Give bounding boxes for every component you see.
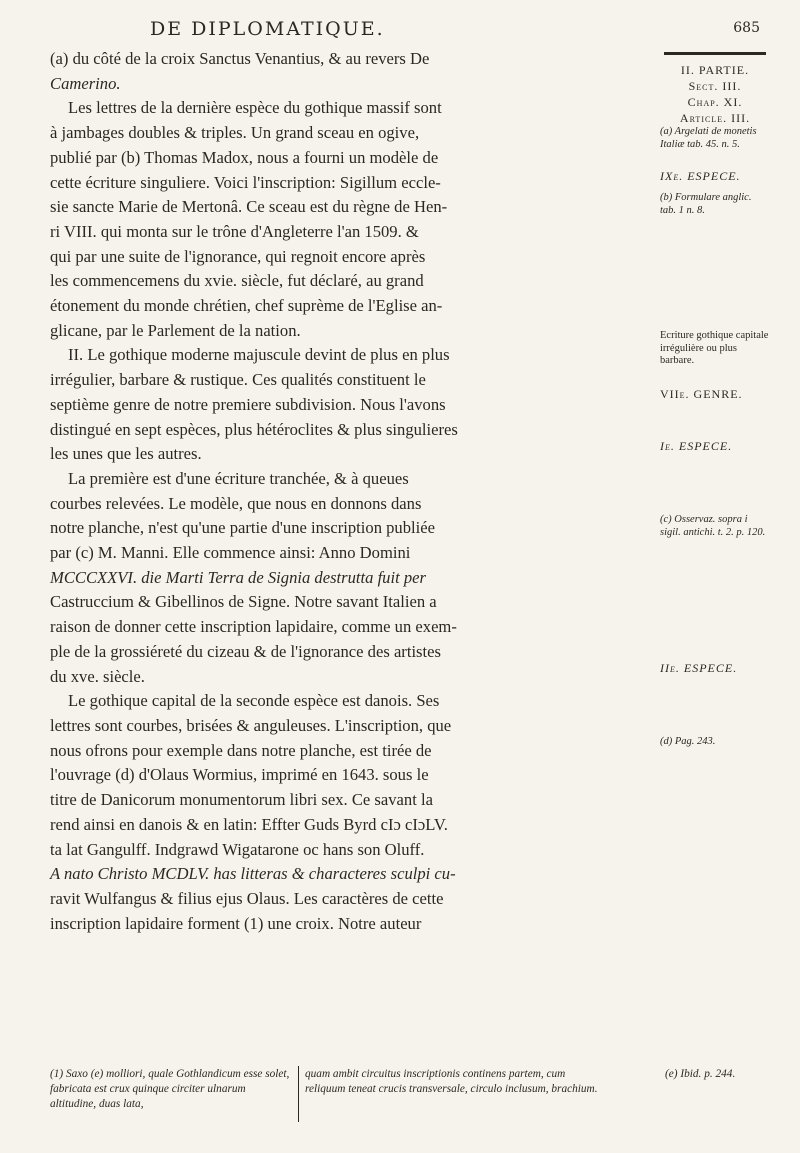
- text-line: à jambages doubles & triples. Un grand sceau en ogive,: [50, 123, 420, 143]
- margin-genre-desc: Ecriture gothique capitale irrégulière ou plus barbare.: [660, 330, 769, 366]
- text-line: notre planche, n'est qu'une partie d'une inscription publiée: [50, 518, 435, 538]
- footnote-right: quam ambit circuitus inscriptionis continens partem, cum reliquum teneat crucis transversale, circulo inclusum, brachium.: [305, 1068, 598, 1095]
- text-line: inscription lapidaire forment (1) une croix. Notre auteur: [50, 913, 422, 933]
- footnote-left: (1) Saxo (e) molliori, quale Gothlandicum esse solet, fabricata est crux quinque circiter ulnarum altitudine, duas lata,: [50, 1068, 290, 1110]
- text-line: A nato Christo MCDLV. has litteras & characteres sculpi cu-: [50, 864, 456, 884]
- margin-chap: Chap. XI.: [687, 95, 743, 109]
- text-line: Camerino.: [50, 73, 121, 93]
- text-line: Castruccium & Gibellinos de Signe. Notre savant Italien a: [50, 592, 437, 612]
- main-text: [50, 47, 650, 936]
- text-line: distingué en sept espèces, plus hétéroclites & plus singulieres: [50, 419, 458, 439]
- text-line: sie sancte Marie de Mertonâ. Ce sceau est du règne de Hen-: [50, 197, 448, 217]
- margin-species-2: IIe. ESPECE.: [660, 661, 738, 675]
- text-line: lettres sont courbes, brisées & anguleuses. L'inscription, que: [50, 715, 452, 735]
- text-line: les unes que les autres.: [50, 444, 202, 464]
- text-line: glicane, par le Parlement de la nation.: [50, 320, 301, 340]
- text-line: II. Le gothique moderne majuscule devint de plus en plus: [68, 345, 450, 365]
- margin-article: Article. III.: [679, 111, 751, 125]
- text-line: Le gothique capital de la seconde espèce est danois. Ses: [68, 691, 440, 711]
- margin-genre: VIIe. GENRE.: [660, 387, 743, 401]
- text-line: qui par une suite de l'ignorance, qui regnoit encore après: [50, 246, 426, 266]
- margin-note-c: (c) Osservaz. sopra i sigil. antichi. t. 2. p. 120.: [660, 514, 766, 538]
- text-line: raison de donner cette inscription lapidaire, comme un exem-: [50, 617, 457, 637]
- text-line: cette écriture singuliere. Voici l'inscription: Sigillum eccle-: [50, 172, 441, 192]
- text-line: titre de Danicorum monumentorum libri sex. Ce savant la: [50, 790, 433, 810]
- margin-species-1: Ie. ESPECE.: [660, 439, 733, 453]
- text-line: par (c) M. Manni. Elle commence ainsi: Anno Domini: [50, 543, 411, 563]
- text-line: nous ofrons pour exemple dans notre planche, est tirée de: [50, 740, 432, 760]
- text-line: courbes relevées. Le modèle, que nous en donnons dans: [50, 493, 422, 513]
- text-line: publié par (b) Thomas Madox, nous a fourni un modèle de: [50, 147, 439, 167]
- text-line: l'ouvrage (d) d'Olaus Wormius, imprimé en 1643. sous le: [50, 765, 429, 785]
- text-line: MCCCXXVI. die Marti Terra de Signia destrutta fuit per: [50, 567, 426, 587]
- text-line: rend ainsi en danois & en latin: Effter Guds Byrd cIɔ cIɔLV.: [50, 814, 448, 834]
- text-line: du xve. siècle.: [50, 666, 145, 686]
- text-line: Les lettres de la dernière espèce du gothique massif sont: [68, 98, 442, 118]
- margin-section: [660, 62, 770, 126]
- text-line: irrégulier, barbare & rustique. Ces qualités constituent le: [50, 370, 426, 390]
- text-line: étonement du monde chrétien, chef suprème de l'Eglise an-: [50, 296, 443, 316]
- text-line: (a) du côté de la croix Sanctus Venantius, & au revers De: [50, 49, 430, 68]
- header-title: DE DIPLOMATIQUE.: [150, 18, 385, 40]
- margin-note-e: (e) Ibid. p. 244.: [665, 1068, 736, 1080]
- text-line: La première est d'une écriture tranchée, & à queues: [68, 468, 409, 488]
- margin-note-b: (b) Formulare anglic. tab. 1 n. 8.: [660, 192, 752, 216]
- running-header: [150, 18, 760, 44]
- margin-sect: Sect. III.: [688, 79, 742, 93]
- margin-species-9: IXe. ESPECE.: [660, 169, 741, 183]
- text-line: ri VIII. qui monta sur le trône d'Angleterre l'an 1509. &: [50, 221, 419, 241]
- text-line: ravit Wulfangus & filius ejus Olaus. Les caractères de cette: [50, 888, 444, 908]
- margin-part: II. PARTIE.: [680, 63, 750, 77]
- page-number: 685: [733, 20, 760, 36]
- footnote-separator: [298, 1066, 299, 1122]
- margin-note-a: (a) Argelati de monetis Italiæ tab. 45. n. 5.: [660, 126, 757, 150]
- margin-rule: [664, 52, 766, 55]
- text-line: ta lat Gangulff. Indgrawd Wigatarone oc hans son Oluff.: [50, 839, 425, 859]
- margin-note-d: (d) Pag. 243.: [660, 736, 716, 747]
- text-line: les commencemens du xvie. siècle, fut déclaré, au grand: [50, 271, 424, 291]
- text-line: ple de la grossiéreté du cizeau & de l'ignorance des artistes: [50, 641, 441, 661]
- text-line: septième genre de notre premiere subdivision. Nous l'avons: [50, 394, 446, 414]
